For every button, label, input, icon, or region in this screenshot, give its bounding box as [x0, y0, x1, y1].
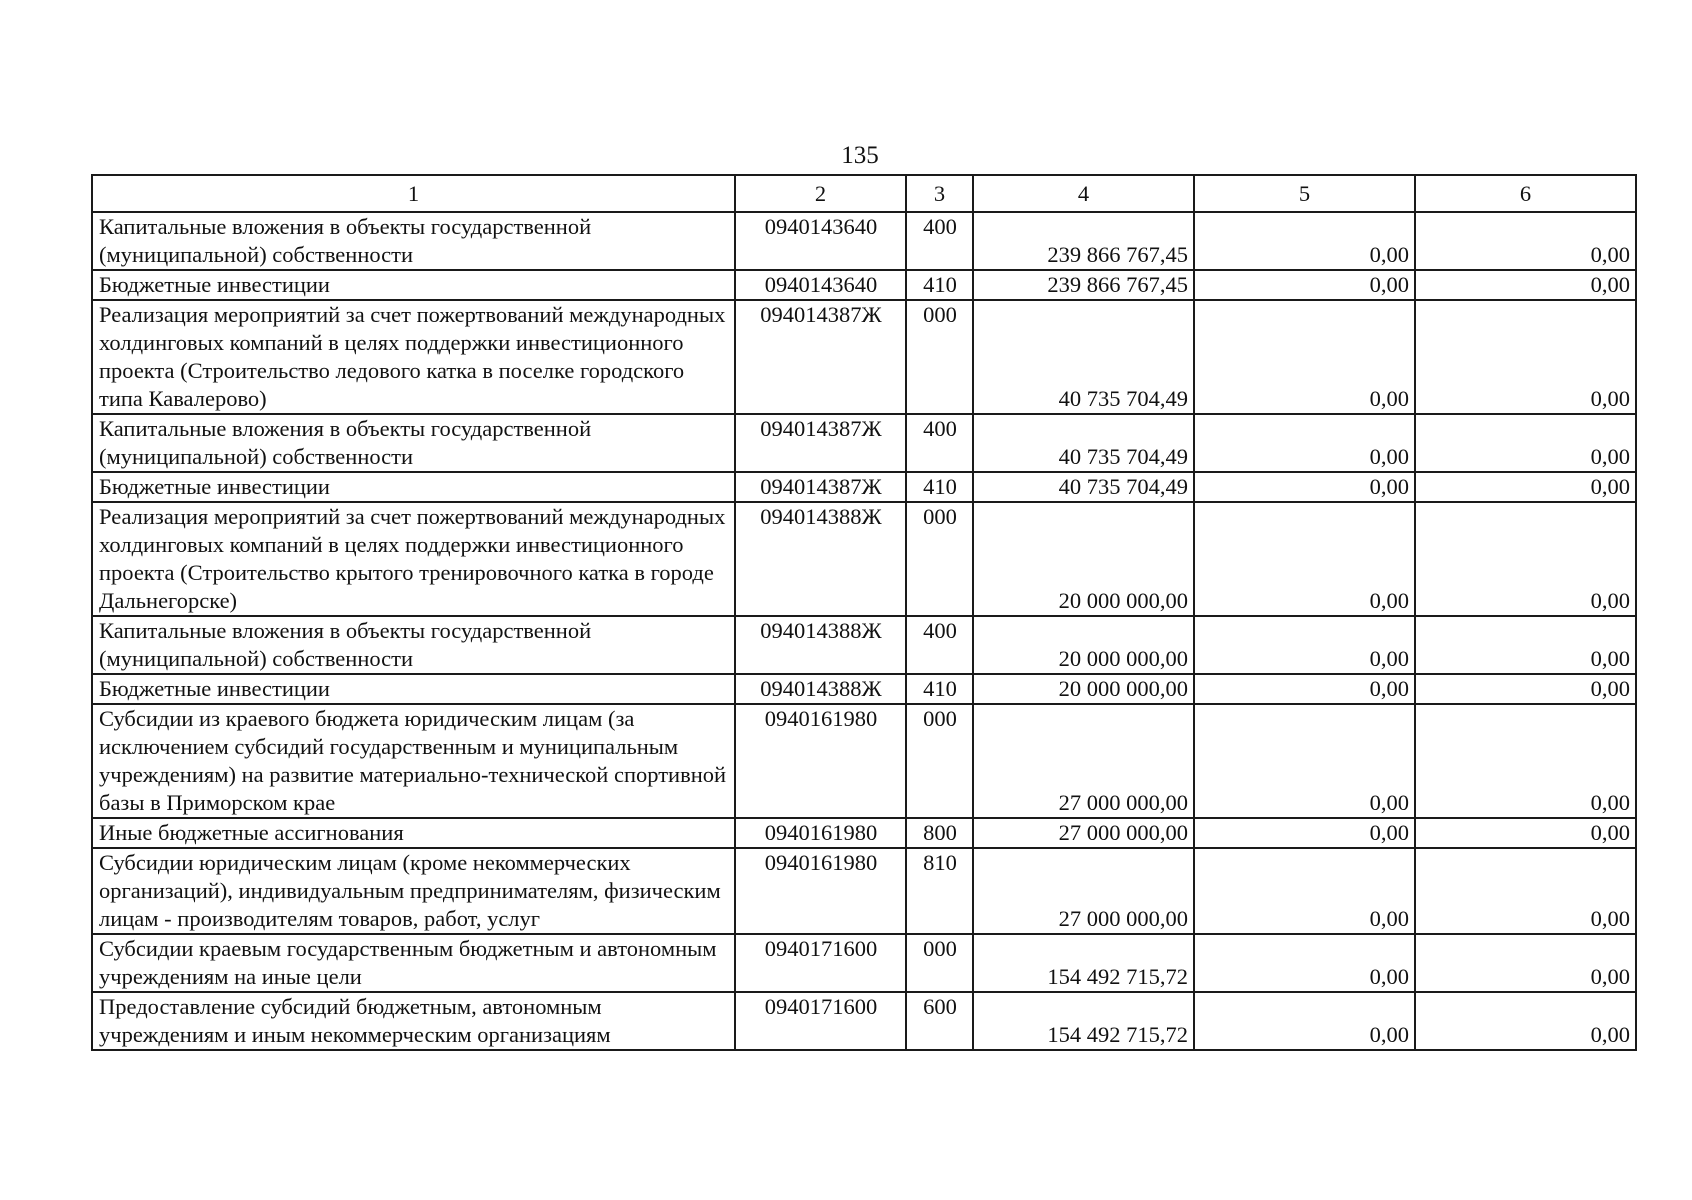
row-amount-col4: 20 000 000,00	[973, 674, 1194, 704]
row-amount-col4: 27 000 000,00	[973, 704, 1194, 818]
row-target-code: 094014388Ж	[735, 616, 906, 674]
table-row	[92, 674, 1636, 704]
table-row	[92, 212, 1636, 270]
row-target-code: 094014387Ж	[735, 300, 906, 414]
row-expense-type: 410	[906, 674, 973, 704]
row-expense-type: 410	[906, 472, 973, 502]
row-amount-col6: 0,00	[1415, 616, 1636, 674]
row-amount-col5: 0,00	[1194, 674, 1415, 704]
row-amount-col4: 239 866 767,45	[973, 212, 1194, 270]
row-amount-col5: 0,00	[1194, 704, 1415, 818]
row-amount-col4: 27 000 000,00	[973, 848, 1194, 934]
row-target-code: 094014387Ж	[735, 414, 906, 472]
row-expense-type: 410	[906, 270, 973, 300]
row-expense-type: 400	[906, 616, 973, 674]
row-name: Предоставление субсидий бюджетным, автономным учреждениям и иным некоммерческим организациям	[92, 992, 735, 1050]
row-name: Бюджетные инвестиции	[92, 472, 735, 502]
row-amount-col5: 0,00	[1194, 472, 1415, 502]
table-row	[92, 300, 1636, 414]
row-amount-col5: 0,00	[1194, 270, 1415, 300]
row-name: Субсидии из краевого бюджета юридическим лицам (за исключением субсидий государственным и муниципальным учреждениям) на развитие материально-технической спортивной базы в Приморском крае	[92, 704, 735, 818]
row-amount-col4: 40 735 704,49	[973, 300, 1194, 414]
row-expense-type: 810	[906, 848, 973, 934]
row-target-code: 0940143640	[735, 270, 906, 300]
row-amount-col5: 0,00	[1194, 934, 1415, 992]
row-amount-col6: 0,00	[1415, 300, 1636, 414]
row-name: Бюджетные инвестиции	[92, 674, 735, 704]
row-amount-col5: 0,00	[1194, 616, 1415, 674]
row-name: Иные бюджетные ассигнования	[92, 818, 735, 848]
row-target-code: 0940161980	[735, 704, 906, 818]
table-row	[92, 818, 1636, 848]
row-amount-col6: 0,00	[1415, 270, 1636, 300]
row-target-code: 0940161980	[735, 818, 906, 848]
row-amount-col4: 40 735 704,49	[973, 414, 1194, 472]
column-header-5: 5	[1194, 175, 1415, 212]
table-row	[92, 848, 1636, 934]
row-target-code: 0940171600	[735, 934, 906, 992]
row-amount-col6: 0,00	[1415, 502, 1636, 616]
row-name: Субсидии краевым государственным бюджетным и автономным учреждениям на иные цели	[92, 934, 735, 992]
table-row	[92, 934, 1636, 992]
page-number: 135	[841, 142, 879, 169]
row-target-code: 0940161980	[735, 848, 906, 934]
row-amount-col6: 0,00	[1415, 992, 1636, 1050]
row-expense-type: 800	[906, 818, 973, 848]
row-amount-col6: 0,00	[1415, 848, 1636, 934]
column-header-6: 6	[1415, 175, 1636, 212]
row-amount-col5: 0,00	[1194, 414, 1415, 472]
table-row	[92, 270, 1636, 300]
column-header-4: 4	[973, 175, 1194, 212]
row-target-code: 0940171600	[735, 992, 906, 1050]
row-name: Бюджетные инвестиции	[92, 270, 735, 300]
row-amount-col4: 154 492 715,72	[973, 992, 1194, 1050]
row-name: Реализация мероприятий за счет пожертвований международных холдинговых компаний в целях поддержки инвестиционного проекта (Строительство ледового катка в поселке городского типа Кавалерово)	[92, 300, 735, 414]
row-expense-type: 400	[906, 212, 973, 270]
row-amount-col5: 0,00	[1194, 818, 1415, 848]
row-target-code: 0940143640	[735, 212, 906, 270]
row-amount-col5: 0,00	[1194, 848, 1415, 934]
row-name: Реализация мероприятий за счет пожертвований международных холдинговых компаний в целях поддержки инвестиционного проекта (Строительство крытого тренировочного катка в городе Дальнегорске)	[92, 502, 735, 616]
row-expense-type: 000	[906, 502, 973, 616]
row-amount-col6: 0,00	[1415, 818, 1636, 848]
row-amount-col6: 0,00	[1415, 414, 1636, 472]
row-amount-col4: 27 000 000,00	[973, 818, 1194, 848]
row-amount-col5: 0,00	[1194, 212, 1415, 270]
row-target-code: 094014388Ж	[735, 502, 906, 616]
row-name: Капитальные вложения в объекты государственной (муниципальной) собственности	[92, 414, 735, 472]
row-expense-type: 600	[906, 992, 973, 1050]
row-name: Субсидии юридическим лицам (кроме некоммерческих организаций), индивидуальным предпринимателям, физическим лицам - производителям товаров, работ, услуг	[92, 848, 735, 934]
table-row	[92, 704, 1636, 818]
column-header-1: 1	[92, 175, 735, 212]
row-expense-type: 000	[906, 704, 973, 818]
row-target-code: 094014387Ж	[735, 472, 906, 502]
column-header-2: 2	[735, 175, 906, 212]
row-amount-col4: 154 492 715,72	[973, 934, 1194, 992]
row-amount-col5: 0,00	[1194, 992, 1415, 1050]
row-name: Капитальные вложения в объекты государственной (муниципальной) собственности	[92, 616, 735, 674]
table-header-row	[92, 175, 1636, 212]
table-row	[92, 992, 1636, 1050]
row-amount-col4: 239 866 767,45	[973, 270, 1194, 300]
row-target-code: 094014388Ж	[735, 674, 906, 704]
row-amount-col6: 0,00	[1415, 472, 1636, 502]
row-amount-col4: 40 735 704,49	[973, 472, 1194, 502]
row-amount-col6: 0,00	[1415, 212, 1636, 270]
table-row	[92, 616, 1636, 674]
row-expense-type: 000	[906, 934, 973, 992]
row-name: Капитальные вложения в объекты государственной (муниципальной) собственности	[92, 212, 735, 270]
column-header-3: 3	[906, 175, 973, 212]
row-amount-col4: 20 000 000,00	[973, 502, 1194, 616]
table-row	[92, 472, 1636, 502]
row-amount-col5: 0,00	[1194, 502, 1415, 616]
row-amount-col5: 0,00	[1194, 300, 1415, 414]
table-row	[92, 502, 1636, 616]
row-amount-col4: 20 000 000,00	[973, 616, 1194, 674]
budget-table	[91, 174, 1637, 1051]
row-amount-col6: 0,00	[1415, 704, 1636, 818]
table-row	[92, 414, 1636, 472]
row-expense-type: 000	[906, 300, 973, 414]
row-expense-type: 400	[906, 414, 973, 472]
row-amount-col6: 0,00	[1415, 674, 1636, 704]
row-amount-col6: 0,00	[1415, 934, 1636, 992]
